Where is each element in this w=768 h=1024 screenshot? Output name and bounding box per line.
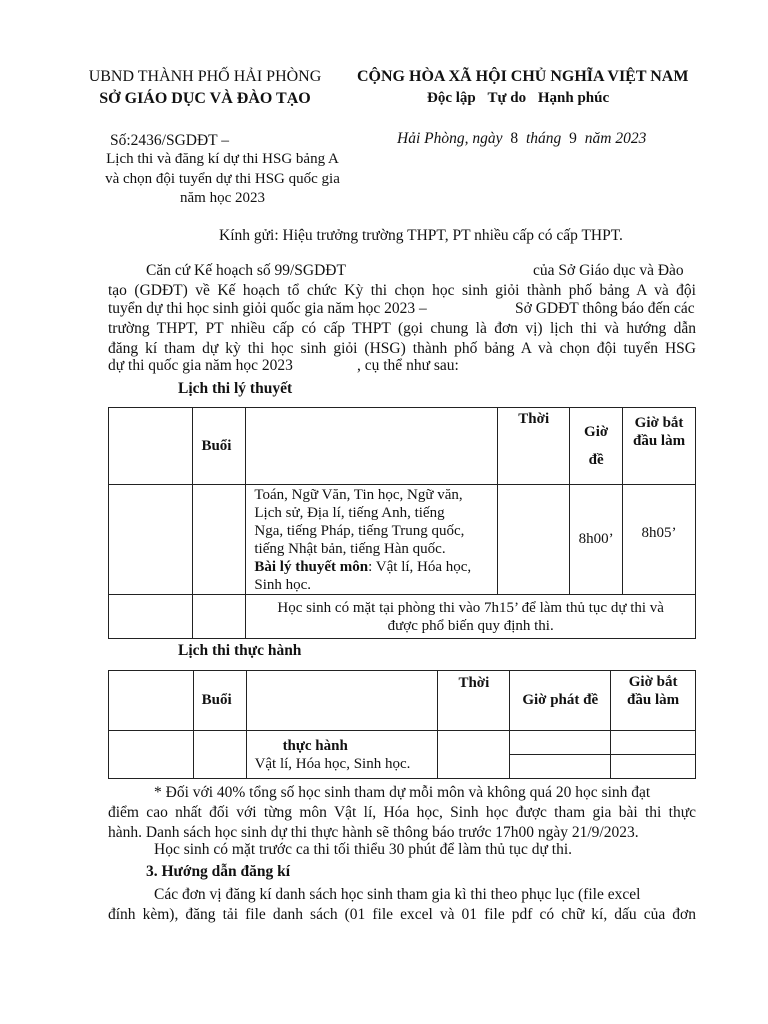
- intro-l6a: dự thi quốc gia năm học 2023: [108, 357, 293, 374]
- practical-heading: Lịch thi thực hành: [178, 642, 302, 659]
- note2: Học sinh có mặt trước ca thi tối thiểu 30 phút để làm thủ tục dự thi.: [154, 841, 573, 858]
- date-year: năm 2023: [584, 130, 647, 147]
- practical-col-start: [611, 671, 696, 731]
- theory-subjects-l3: Nga, tiếng Pháp, tiếng Trung quốc,: [254, 522, 465, 539]
- practical-subjects-cell: [246, 731, 438, 779]
- theory-subjects-l1: Toán, Ngữ Văn, Tin học, Ngữ văn,: [254, 486, 463, 503]
- intro-paragraph-2: [108, 319, 696, 358]
- theory-cell-empty-2: [193, 485, 246, 595]
- theory-note-row: [109, 595, 696, 639]
- subject-line2: và chọn đội tuyển dự thi HSG quốc gia: [105, 171, 340, 187]
- practical-cell-time: [438, 731, 510, 779]
- practical-table: [108, 670, 696, 779]
- theory-start-1: Giờ bắt: [634, 415, 684, 431]
- theory-row: [109, 485, 696, 595]
- theory-heading: Lịch thi lý thuyết: [178, 380, 293, 397]
- intro-l6b: , cụ thể như sau:: [357, 357, 459, 374]
- date-prefix: Hải Phòng, ngày: [397, 130, 503, 147]
- theory-release-1: Giờ: [584, 424, 609, 440]
- subject-line3: năm học 2023: [180, 190, 265, 206]
- practical-cell-start-b: [611, 755, 696, 779]
- header-left-line1: UBND THÀNH PHỐ HẢI PHÒNG: [88, 68, 322, 85]
- intro-l4: trường THPT, PT nhiều cấp có cấp THPT (gọi chung là đơn vị) lịch thi và hướng dẫn: [108, 320, 696, 337]
- subject-line1: Lịch thi và đăng kí dự thi HSG bảng A: [106, 151, 339, 167]
- practical-col-empty: [109, 671, 194, 731]
- intro-l3b: Sở GDĐT thông báo đến các: [515, 300, 695, 317]
- date-day: 8: [510, 130, 519, 147]
- theory-note-empty-2: [193, 595, 246, 639]
- practical-cell-release-a: [510, 731, 611, 755]
- section3-paragraph: [108, 905, 696, 925]
- header-right-line1: CỘNG HÒA XÃ HỘI CHỦ NGHĨA VIỆT NAM: [357, 68, 689, 85]
- practical-start-2: đầu làm: [627, 692, 680, 708]
- intro-paragraph: [108, 281, 696, 301]
- theory-col-time: Thời: [498, 408, 570, 485]
- intro-l1b: của Sở Giáo dục và Đào: [533, 262, 684, 279]
- practical-start-1: Giờ bắt: [628, 674, 678, 690]
- theory-subjects-l5: [254, 558, 493, 576]
- note1-paragraph: [108, 803, 696, 842]
- theory-subjects-l4: tiếng Nhật bản, tiếng Hàn quốc.: [254, 540, 446, 557]
- intro-l1a: Căn cứ Kế hoạch số 99/SGDĐT: [146, 262, 346, 279]
- theory-col-release: [570, 408, 623, 485]
- theory-table: [108, 407, 696, 639]
- recipient: Kính gửi: Hiệu trưởng trường THPT, PT nhiều cấp có cấp THPT.: [219, 227, 623, 244]
- practical-cell-empty-2: [193, 731, 246, 779]
- practical-row-a: [109, 731, 696, 755]
- intro-l2: tạo (GDĐT) về Kế hoạch tổ chức Kỳ thi chọn học sinh giỏi thành phố bảng A và đội: [108, 282, 696, 299]
- note1-l2: điểm cao nhất đối với từng môn Vật lí, Hóa học, Sinh học được tham gia bài thi thực: [108, 804, 696, 821]
- date-month-word: tháng: [525, 130, 562, 147]
- motto-1: Độc lập: [427, 90, 476, 106]
- theory-note-l2: được phổ biến quy định thi.: [387, 617, 554, 634]
- note1-l1: * Đối với 40% tổng số học sinh tham dự mỗi môn và không quá 20 học sinh đạt: [154, 784, 651, 801]
- motto: [427, 90, 609, 107]
- note1-l3: hành. Danh sách học sinh dự thi thực hành sẽ thông báo trước 17h00 ngày 21/9/2023.: [108, 823, 639, 841]
- header-left-line2: SỞ GIÁO DỤC VÀ ĐÀO TẠO: [99, 90, 311, 107]
- theory-start-2: đầu làm: [632, 433, 686, 449]
- practical-col-subjects: [246, 671, 438, 731]
- doc-number: Số:2436/SGDĐT –: [110, 132, 229, 149]
- intro-l3a: tuyển dự thi học sinh giỏi quốc gia năm học 2023 –: [108, 300, 427, 317]
- theory-release-2: đề: [588, 452, 604, 468]
- theory-label: Bài lý thuyết môn: [254, 558, 369, 575]
- theory-subjects-cell: [246, 485, 498, 595]
- theory-cell-empty-1: [109, 485, 193, 595]
- date-line: [397, 130, 646, 148]
- practical-cell-empty-1: [109, 731, 194, 779]
- motto-2: Tự do: [487, 90, 527, 106]
- theory-col-empty: [109, 408, 193, 485]
- practical-cell-start-a: [611, 731, 696, 755]
- section3-l2: đính kèm), đăng tải file danh sách (01 file excel và 01 file pdf có chữ kí, dấu của đơn: [108, 906, 696, 923]
- practical-col-time: Thời: [438, 671, 510, 731]
- theory-subjects-l2: Lịch sử, Địa lí, tiếng Anh, tiếng: [254, 504, 445, 521]
- section3-l1: Các đơn vị đăng kí danh sách học sinh tham gia kì thi theo phục lục (file excel: [154, 886, 641, 903]
- practical-label: thực hành: [282, 737, 348, 754]
- theory-col-start: [623, 408, 696, 485]
- theory-note-cell: [246, 595, 696, 639]
- date-month: 9: [569, 130, 577, 147]
- practical-subjects: Vật lí, Hóa học, Sinh học.: [254, 755, 411, 772]
- practical-col-session: Buổi: [193, 671, 246, 731]
- theory-release-time: 8h00’: [570, 485, 623, 595]
- theory-start-time: 8h05’: [623, 485, 696, 595]
- intro-l5: đăng kí tham dự kỳ thi học sinh giỏi (HSG) thành phố bảng A và chọn đội tuyển HSG: [108, 339, 696, 357]
- theory-note-l1: Học sinh có mặt tại phòng thi vào 7h15’ để làm thủ tục dự thi và: [277, 599, 664, 616]
- theory-col-session: Buổi: [193, 408, 246, 485]
- theory-header-row: [109, 408, 696, 485]
- motto-3: Hạnh phúc: [537, 90, 610, 106]
- section3-heading: 3. Hướng dẫn đăng kí: [146, 863, 291, 880]
- theory-note-empty-1: [109, 595, 193, 639]
- theory-subjects-l6: Sinh học.: [254, 576, 312, 593]
- practical-cell-release-b: [510, 755, 611, 779]
- theory-cell-time: [498, 485, 570, 595]
- practical-header-row: [109, 671, 696, 731]
- practical-col-release: Giờ phát đề: [510, 671, 611, 731]
- theory-col-subjects: [246, 408, 498, 485]
- theory-subjects-tail: : Vật lí, Hóa học,: [368, 558, 472, 575]
